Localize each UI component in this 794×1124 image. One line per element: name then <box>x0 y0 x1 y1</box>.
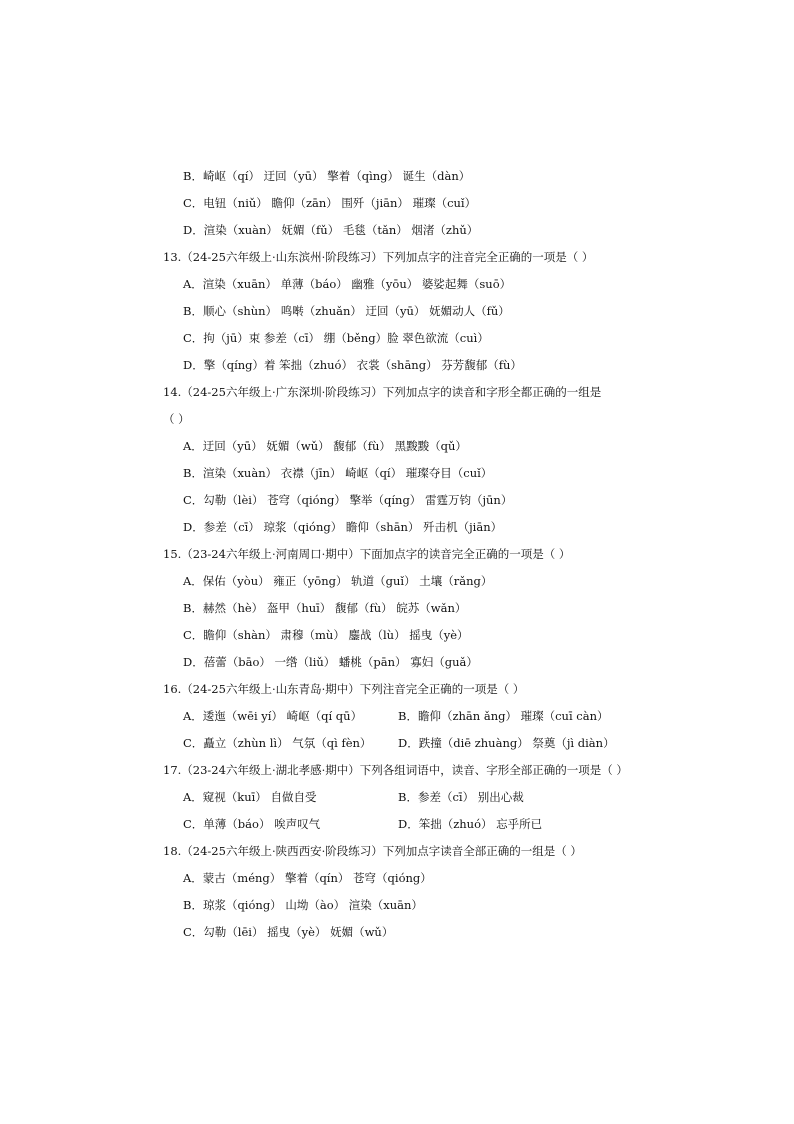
text-line-q17: 17.（23-24六年级上·湖北孝感·期中）下列各组词语中，读音、字形全部正确的一项是（ ） <box>163 763 628 777</box>
text-line-q14c: C．勾勒（lèi） 苍穹（qióng） 擎举（qíng） 雷霆万钧（jūn） <box>183 493 513 507</box>
text-line-q15: 15.（23-24六年级上·河南周口·期中）下面加点字的读音完全正确的一项是（ ） <box>163 547 571 561</box>
text-line-q13a: A．渲染（xuān） 单薄（báo） 幽雅（yōu） 婆娑起舞（suō） <box>183 277 512 291</box>
text-line-q12d: D．渲染（xuàn） 妩媚（fǔ） 毛毯（tǎn） 烟渚（zhǔ） <box>183 223 479 237</box>
text-line-q16a: A．逶迤（wēi yí） 崎岖（qí qū） <box>183 709 363 723</box>
text-line-q18a: A．蒙古（méng） 擎着（qín） 苍穹（qióng） <box>183 871 432 885</box>
text-line-q14a: A．迂回（yū） 妩媚（wǔ） 馥郁（fù） 黑黢黢（qǔ） <box>183 439 467 453</box>
text-line-q17a: A．窥视（kuī） 自做自受 <box>183 790 317 804</box>
text-line-q16: 16.（24-25六年级上·山东青岛·期中）下列注音完全正确的一项是（ ） <box>163 682 525 696</box>
text-line-q14p: （ ） <box>163 412 190 426</box>
text-line-q16b: B．瞻仰（zhān ǎng） 璀璨（cuī càn） <box>398 709 609 723</box>
text-line-q14: 14.（24-25六年级上·广东深圳·阶段练习）下列加点字的读音和字形全都正确的一组是 <box>163 385 602 399</box>
text-line-q16d: D．跌撞（diē zhuàng） 祭奠（jì diàn） <box>398 736 615 750</box>
text-line-q18b: B．琼浆（qióng） 山坳（ào） 渲染（xuān） <box>183 898 423 912</box>
text-line-q18: 18.（24-25六年级上·陕西西安·阶段练习）下列加点字读音全部正确的一组是（ ） <box>163 844 582 858</box>
text-line-q12b: B．崎岖（qí） 迂回（yū） 擎着（qìng） 诞生（dàn） <box>183 169 471 183</box>
text-line-q13b: B．顺心（shùn） 鸣啭（zhuǎn） 迂回（yū） 妩媚动人（fǔ） <box>183 304 510 318</box>
text-line-q15a: A．保佑（yòu） 雍正（yōng） 轨道（guǐ） 土壤（rǎng） <box>183 574 493 588</box>
text-line-q14d: D．参差（cī） 琼浆（qióng） 瞻仰（shān） 歼击机（jiān） <box>183 520 503 534</box>
text-line-q16c: C．矗立（zhùn lì） 气氛（qì fèn） <box>183 736 372 750</box>
text-line-q13: 13.（24-25六年级上·山东滨州·阶段练习）下列加点字的注音完全正确的一项是（ ） <box>163 250 594 264</box>
text-line-q15d: D．蓓蕾（bāo） 一绺（liǔ） 蟠桃（pān） 寡妇（guǎ） <box>183 655 478 669</box>
text-line-q13c: C．拘（jū）束 参差（cī） 绷（běng）脸 翠色欲流（cuì） <box>183 331 489 345</box>
text-line-q18c: C．勾勒（lēi） 摇曳（yè） 妩媚（wǔ） <box>183 925 394 939</box>
text-line-q14b: B．渲染（xuàn） 衣襟（jīn） 崎岖（qí） 璀璨夺目（cuǐ） <box>183 466 493 480</box>
text-line-q17d: D．笨拙（zhuó） 忘乎所已 <box>398 817 543 831</box>
text-line-q17b: B．参差（cī） 别出心裁 <box>398 790 524 804</box>
text-line-q15c: C．瞻仰（shàn） 肃穆（mù） 鏖战（lù） 摇曳（yè） <box>183 628 469 642</box>
text-line-q17c: C．单薄（báo） 唉声叹气 <box>183 817 321 831</box>
text-line-q12c: C．电钮（niǔ） 瞻仰（zān） 围歼（jiān） 璀璨（cuǐ） <box>183 196 477 210</box>
text-line-q15b: B．赫然（hè） 盔甲（huī） 馥郁（fù） 皖苏（wǎn） <box>183 601 467 615</box>
text-line-q13d: D．擎（qíng）着 笨拙（zhuó） 衣裳（shāng） 芬芳馥郁（fù） <box>183 358 522 372</box>
